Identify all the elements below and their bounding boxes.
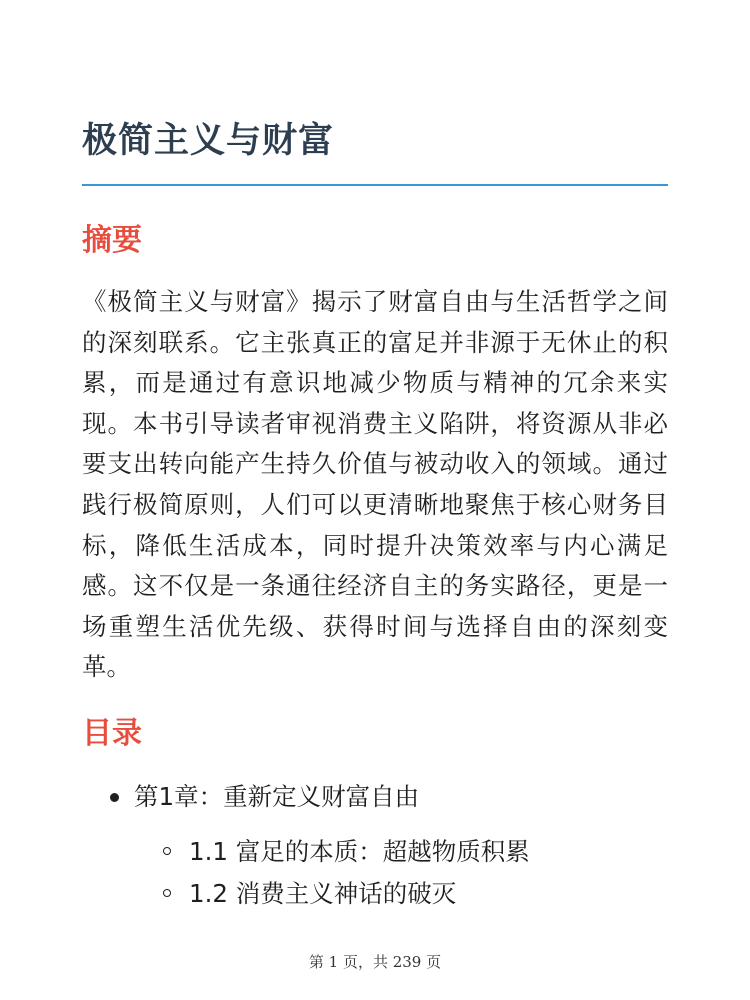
bullet-disc-icon bbox=[110, 793, 119, 802]
document-page bbox=[82, 0, 668, 1000]
abstract-heading: 摘要 bbox=[82, 223, 142, 258]
toc-section-list bbox=[82, 831, 668, 915]
toc-section-label: 1.2 消费主义神话的破灭 bbox=[189, 879, 457, 908]
page-number-footer: 第 1 页，共 239 页 bbox=[308, 953, 442, 971]
title-divider bbox=[82, 184, 668, 186]
bullet-circle-icon bbox=[163, 889, 171, 897]
toc-chapter-row bbox=[82, 775, 668, 819]
toc-chapter-item bbox=[82, 775, 668, 915]
toc-heading: 目录 bbox=[82, 716, 142, 751]
toc-section-label: 1.1 富足的本质：超越物质积累 bbox=[189, 837, 530, 866]
toc-list bbox=[82, 775, 668, 915]
abstract-paragraph: 《极简主义与财富》揭示了财富自由与生活哲学之间的深刻联系。它主张真正的富足并非源于无休止的积累，而是通过有意识地减少物质与精神的冗余来实现。本书引导读者审视消费主义陷阱，将资源从非必要支出转向能产生持久价值与被动收入的领域。通过践行极简原则，人们可以更清晰地聚焦于核心财务目标，降低生活成本，同时提升决策效率与内心满足感。这不仅是一条通往经济自主的务实路径，更是一场重塑生活优先级、获得时间与选择自由的深刻变革。 bbox=[82, 287, 668, 682]
bullet-circle-icon bbox=[163, 847, 171, 855]
toc-chapter-label: 第1章：重新定义财富自由 bbox=[134, 782, 420, 811]
document-title: 极简主义与财富 bbox=[82, 121, 335, 161]
toc-section-item bbox=[82, 831, 668, 873]
toc-section-item bbox=[82, 873, 668, 915]
